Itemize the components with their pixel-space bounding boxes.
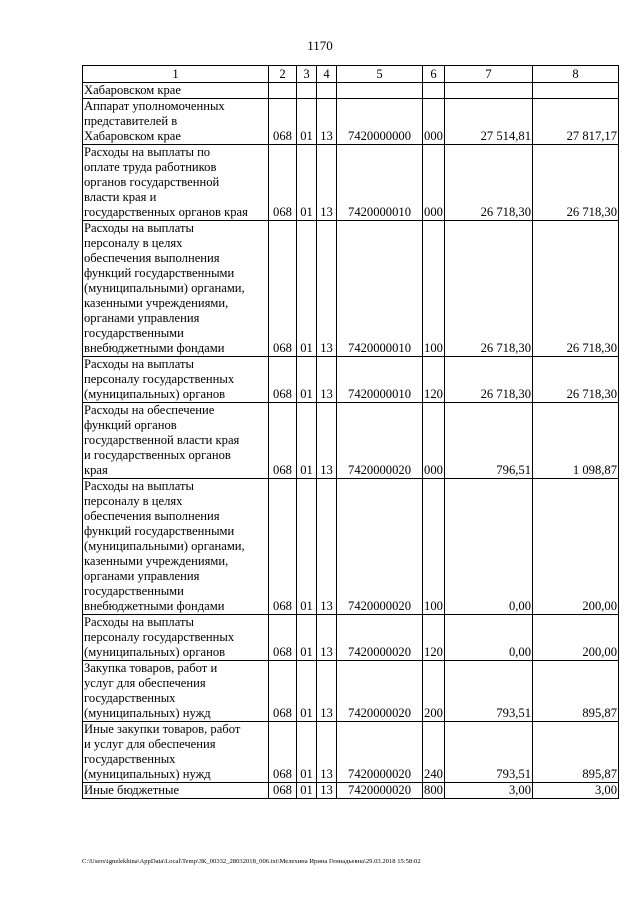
item-name-line: государственных органов края: [84, 205, 248, 219]
item-name-line: персоналу государственных: [84, 630, 235, 644]
item-name-line: оплате труда работников: [84, 160, 217, 174]
table-row: [83, 403, 619, 479]
ved-cell: 068: [269, 403, 297, 479]
header-cell: 7: [445, 66, 533, 83]
amount-year1-cell: [445, 83, 533, 99]
item-name-cell: [83, 722, 269, 783]
expense-type-cell: 200: [423, 661, 445, 722]
item-name-line: (муниципальными) органами,: [84, 281, 245, 295]
file-path-footer: C:\Users\ignelekhina\AppData\Local\Temp\ЗК_00332_28032018_006.txt\Мелехина Ирина Геннадьевна\29.03.2018 15:58:02: [82, 858, 421, 865]
target-article-cell: 7420000010: [337, 221, 423, 357]
ved-cell: 068: [269, 783, 297, 799]
header-row: [83, 66, 619, 83]
amount-year2-cell: 895,87: [533, 661, 619, 722]
expense-type-cell: 120: [423, 357, 445, 403]
item-name-line: Закупка товаров, работ и: [84, 661, 218, 675]
amount-year1-cell: 0,00: [445, 615, 533, 661]
section-cell: 01: [297, 783, 317, 799]
ved-cell: 068: [269, 357, 297, 403]
section-cell: 01: [297, 615, 317, 661]
item-name-cell: [83, 403, 269, 479]
section-cell: 01: [297, 99, 317, 145]
ved-cell: 068: [269, 479, 297, 615]
item-name-line: казенными учреждениями,: [84, 296, 229, 310]
expense-type-cell: 100: [423, 221, 445, 357]
subsection-cell: 13: [317, 99, 337, 145]
subsection-cell: 13: [317, 783, 337, 799]
item-name-cell: [83, 221, 269, 357]
item-name-line: государственных: [84, 691, 176, 705]
item-name-cell: [83, 661, 269, 722]
expense-type-cell: 800: [424, 783, 443, 797]
header-cell: 8: [533, 66, 619, 83]
item-name-cell: [83, 357, 269, 403]
item-name-line: Расходы на выплаты: [84, 221, 194, 235]
section-cell: 01: [297, 403, 317, 479]
item-name-line: внебюджетными фондами: [84, 599, 225, 613]
item-name-line: Хабаровском крае: [84, 83, 181, 97]
item-name-cell: [83, 83, 269, 99]
item-name-line: персоналу в целях: [84, 494, 183, 508]
subsection-cell: 13: [317, 403, 337, 479]
amount-year2-cell: 3,00: [533, 783, 619, 799]
target-article-cell: 7420000010: [337, 357, 423, 403]
section-cell: [297, 83, 317, 99]
target-article-cell: 7420000020: [337, 403, 423, 479]
item-name-line: края: [84, 463, 108, 477]
amount-year1-cell: 26 718,30: [445, 145, 533, 221]
item-name-line: (муниципальных) органов: [84, 645, 226, 659]
amount-year2-cell: 26 718,30: [533, 145, 619, 221]
item-name-line: (муниципальными) органами,: [84, 539, 245, 553]
section-cell: 01: [297, 357, 317, 403]
section-cell: 01: [297, 722, 317, 783]
expense-type-cell: 120: [423, 615, 445, 661]
amount-year2-cell: 26 718,30: [533, 357, 619, 403]
target-article-cell: 7420000000: [337, 99, 423, 145]
item-name-line: органов государственной: [84, 175, 220, 189]
item-name-line: государственной власти края: [84, 433, 240, 447]
table-row: [83, 615, 619, 661]
item-name-line: казенными учреждениями,: [84, 554, 229, 568]
subsection-cell: 13: [317, 357, 337, 403]
item-name-line: персоналу государственных: [84, 372, 235, 386]
expense-type-cell: 000: [423, 145, 445, 221]
table-row: [83, 357, 619, 403]
item-name-line: государственными: [84, 326, 184, 340]
item-name-line: услуг для обеспечения: [84, 676, 206, 690]
item-name-line: представителей в: [84, 114, 178, 128]
table-row: [83, 661, 619, 722]
item-name-cell: [83, 145, 269, 221]
table-row: [83, 83, 619, 99]
expense-type-cell: 000: [423, 99, 445, 145]
target-article-cell: 7420000020: [337, 783, 423, 799]
section-cell: 01: [297, 145, 317, 221]
section-cell: 01: [297, 661, 317, 722]
subsection-cell: [317, 83, 337, 99]
expense-type-cell: [423, 83, 445, 99]
amount-year1-cell: 26 718,30: [445, 357, 533, 403]
item-name-line: Расходы на выплаты: [84, 479, 194, 493]
header-cell: 4: [317, 66, 337, 83]
target-article-cell: 7420000020: [337, 661, 423, 722]
header-cell: 1: [83, 66, 269, 83]
ved-cell: 068: [269, 661, 297, 722]
subsection-cell: 13: [317, 722, 337, 783]
section-cell: 01: [297, 479, 317, 615]
item-name-line: функций государственными: [84, 524, 235, 538]
item-name-line: персоналу в целях: [84, 236, 183, 250]
amount-year2-cell: 200,00: [533, 615, 619, 661]
item-name-line: государственных: [84, 752, 176, 766]
table-row: [83, 783, 619, 799]
item-name-cell: [83, 99, 269, 145]
expense-type-cell: 100: [423, 479, 445, 615]
ved-cell: [269, 83, 297, 99]
header-cell: 6: [423, 66, 445, 83]
item-name-line: Иные бюджетные: [84, 783, 180, 797]
amount-year2-cell: 27 817,17: [533, 99, 619, 145]
item-name-line: Хабаровском крае: [84, 129, 181, 143]
item-name-line: Расходы на выплаты: [84, 615, 194, 629]
expense-type-cell: 000: [423, 403, 445, 479]
table-row: [83, 221, 619, 357]
item-name-line: обеспечения выполнения: [84, 509, 220, 523]
item-name-line: функций государственными: [84, 266, 235, 280]
item-name-line: (муниципальных) нужд: [84, 706, 211, 720]
budget-table: [82, 65, 619, 799]
item-name-line: обеспечения выполнения: [84, 251, 220, 265]
ved-cell: 068: [269, 145, 297, 221]
ved-cell: 068: [269, 221, 297, 357]
item-name-cell: [83, 479, 269, 615]
amount-year1-cell: 26 718,30: [445, 221, 533, 357]
item-name-cell: [83, 783, 269, 799]
item-name-line: органами управления: [84, 569, 200, 583]
target-article-cell: 7420000020: [337, 479, 423, 615]
amount-year2-cell: 26 718,30: [533, 221, 619, 357]
subsection-cell: 13: [317, 615, 337, 661]
table-row: [83, 99, 619, 145]
item-name-line: Расходы на выплаты: [84, 357, 194, 371]
header-cell: 2: [269, 66, 297, 83]
target-article-cell: 7420000010: [337, 145, 423, 221]
header-cell: 3: [297, 66, 317, 83]
item-name-cell: [83, 615, 269, 661]
item-name-line: внебюджетными фондами: [84, 341, 225, 355]
page-number: 1170: [307, 38, 333, 53]
amount-year1-cell: 0,00: [445, 479, 533, 615]
table-row: [83, 722, 619, 783]
expense-type-cell: 240: [423, 722, 445, 783]
item-name-line: государственными: [84, 584, 184, 598]
amount-year2-cell: [533, 83, 619, 99]
amount-year1-cell: 3,00: [445, 783, 533, 799]
target-article-cell: 7420000020: [337, 722, 423, 783]
item-name-line: и государственных органов: [84, 448, 231, 462]
amount-year2-cell: 895,87: [533, 722, 619, 783]
item-name-line: Аппарат уполномоченных: [84, 99, 225, 113]
amount-year1-cell: 793,51: [445, 722, 533, 783]
target-article-cell: 7420000020: [337, 615, 423, 661]
item-name-line: (муниципальных) нужд: [84, 767, 211, 781]
amount-year1-cell: 796,51: [445, 403, 533, 479]
item-name-line: Расходы на выплаты по: [84, 145, 211, 159]
ved-cell: 068: [269, 99, 297, 145]
item-name-line: и услуг для обеспечения: [84, 737, 216, 751]
ved-cell: 068: [269, 615, 297, 661]
amount-year2-cell: 200,00: [533, 479, 619, 615]
header-cell: 5: [337, 66, 423, 83]
item-name-line: власти края и: [84, 190, 157, 204]
subsection-cell: 13: [317, 221, 337, 357]
amount-year2-cell: 1 098,87: [533, 403, 619, 479]
table-row: [83, 479, 619, 615]
item-name-line: функций органов: [84, 418, 177, 432]
section-cell: 01: [297, 221, 317, 357]
item-name-line: Иные закупки товаров, работ: [84, 722, 241, 736]
item-name-line: органами управления: [84, 311, 200, 325]
amount-year1-cell: 793,51: [445, 661, 533, 722]
subsection-cell: 13: [317, 145, 337, 221]
amount-year1-cell: 27 514,81: [445, 99, 533, 145]
item-name-line: (муниципальных) органов: [84, 387, 226, 401]
item-name-line: Расходы на обеспечение: [84, 403, 215, 417]
subsection-cell: 13: [317, 661, 337, 722]
subsection-cell: 13: [317, 479, 337, 615]
ved-cell: 068: [269, 722, 297, 783]
target-article-cell: [337, 83, 423, 99]
table-row: [83, 145, 619, 221]
